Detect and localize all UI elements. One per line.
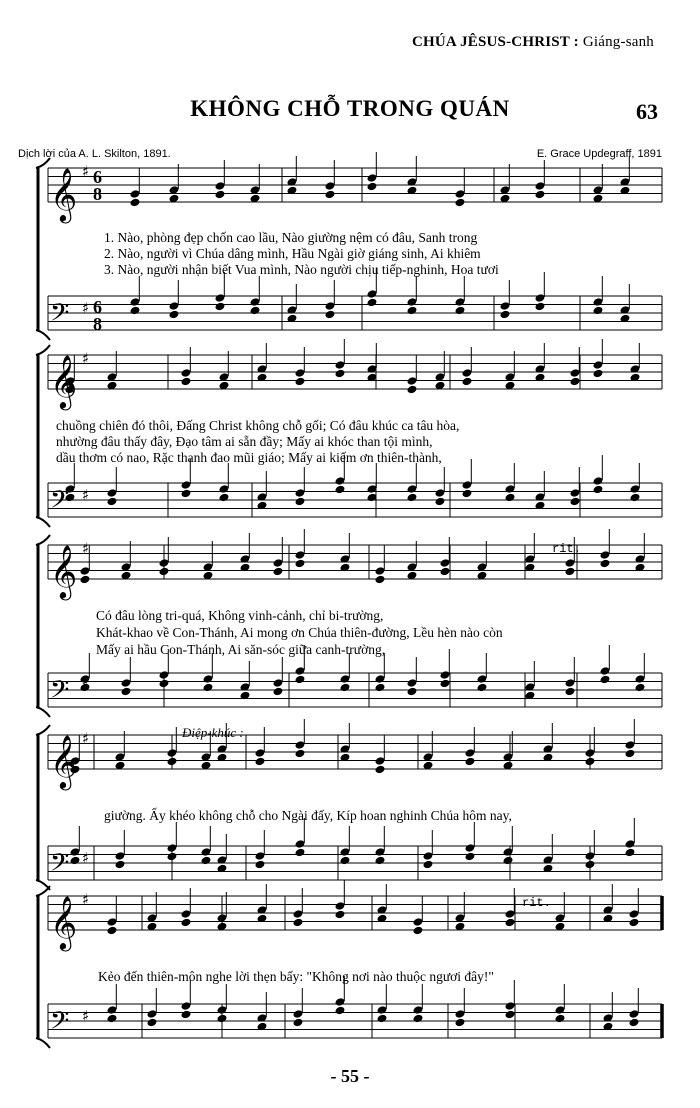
bass-clef-icon: 𝄢 xyxy=(50,675,70,711)
note-head xyxy=(585,757,596,767)
note-head xyxy=(593,369,604,379)
note-head xyxy=(413,1014,424,1024)
note-head xyxy=(295,848,306,858)
note-head xyxy=(335,1006,346,1016)
note-head xyxy=(407,687,418,697)
treble-clef-icon: 𝄞 xyxy=(50,734,78,788)
bass-clef-icon: 𝄢 xyxy=(50,1006,70,1042)
note-head xyxy=(335,485,346,495)
lyric-refrain-line-1: giường. Ấy khéo không chỗ cho Ngài đấy, Kíp hoan nghinh Chúa hôm nay, xyxy=(104,808,512,823)
note-head xyxy=(500,310,511,320)
note-head xyxy=(367,182,378,192)
note-head xyxy=(250,306,261,316)
note-head xyxy=(535,190,546,200)
note-head xyxy=(505,493,516,503)
note-head xyxy=(181,1010,192,1020)
lyric-verse-2-line-2: nhường đâu thấy đây, Đạo tâm ai sẵn đầy; Mấy ai khóc than tội mình, xyxy=(56,434,433,449)
note-head xyxy=(585,860,596,870)
note-head xyxy=(293,918,304,928)
note-head xyxy=(169,310,180,320)
note-head xyxy=(629,1018,640,1028)
note-head xyxy=(630,493,641,503)
note-head xyxy=(477,683,488,693)
note-head xyxy=(629,918,640,928)
treble-clef-icon: 𝄞 xyxy=(50,354,78,408)
note-head xyxy=(293,1018,304,1028)
note-head xyxy=(295,675,306,685)
note-head xyxy=(115,860,126,870)
note-head xyxy=(435,497,446,507)
note-head xyxy=(423,860,434,870)
note-head xyxy=(159,679,170,689)
ritardando-marking: rit. xyxy=(552,542,581,556)
note-head xyxy=(147,1018,158,1028)
note-head xyxy=(625,848,636,858)
note-head xyxy=(505,918,516,928)
note-head xyxy=(335,910,346,920)
bracket-hook xyxy=(36,535,50,545)
note-head xyxy=(635,683,646,693)
treble-clef-icon: 𝄞 xyxy=(50,544,78,598)
lyric-refrain-line-2: Kẻo đến thiên-môn nghe lời thẹn bấy: "Không nơi nào thuộc ngươi đây!" xyxy=(98,969,494,984)
note-head xyxy=(600,675,611,685)
sharp-icon: ♯ xyxy=(82,1006,90,1025)
sharp-icon: ♯ xyxy=(82,298,90,317)
sharp-icon: ♯ xyxy=(82,349,90,368)
note-head xyxy=(107,1014,118,1024)
sharp-icon: ♯ xyxy=(82,675,90,694)
sharp-icon: ♯ xyxy=(82,162,90,181)
time-signature-bottom: 8 xyxy=(93,314,102,334)
note-head xyxy=(325,190,336,200)
note-head xyxy=(217,1014,228,1024)
note-head xyxy=(535,302,546,312)
clefs xyxy=(50,162,89,1041)
sharp-icon: ♯ xyxy=(82,890,90,909)
note-head xyxy=(340,683,351,693)
note-head xyxy=(107,497,118,507)
note-head xyxy=(159,567,170,577)
note-head xyxy=(375,856,386,866)
ritardando-marking: rit. xyxy=(522,896,551,910)
note-head xyxy=(565,687,576,697)
bracket-hook xyxy=(36,725,50,735)
note-head xyxy=(167,852,178,862)
time-signature-top: 6 xyxy=(93,297,102,317)
bracket-hook xyxy=(36,345,50,355)
note-head xyxy=(181,377,192,387)
lyric-verse-1-line-3: Có đâu lòng tri-quá, Không vinh-cảnh, chỉ bi-trường, xyxy=(96,608,384,623)
bracket-hook xyxy=(36,517,50,527)
note-head xyxy=(505,1010,516,1020)
bracket-hook xyxy=(36,1038,50,1048)
note-head xyxy=(167,757,178,767)
bass-clef-icon: 𝄢 xyxy=(50,298,70,334)
note-head xyxy=(70,856,81,866)
note-head xyxy=(407,493,418,503)
hymn-number: 63 xyxy=(636,99,658,124)
note-head xyxy=(121,687,132,697)
note-head xyxy=(593,485,604,495)
header-section: Giáng-sanh xyxy=(582,34,654,50)
sharp-icon: ♯ xyxy=(82,485,90,504)
sharp-icon: ♯ xyxy=(82,848,90,867)
bracket-hook xyxy=(36,707,50,717)
note-head xyxy=(600,559,611,569)
note-head xyxy=(465,757,476,767)
note-head xyxy=(375,765,386,775)
note-head xyxy=(462,489,473,499)
staff-lines xyxy=(36,158,662,1048)
note-head xyxy=(255,860,266,870)
note-head xyxy=(465,852,476,862)
lyric-verse-3-line-1: 3. Nào, người nhận biết Vua mình, Nào người chịu tiếp-nghinh, Hoa tươi xyxy=(104,262,499,277)
note-head xyxy=(215,302,226,312)
sharp-icon: ♯ xyxy=(82,539,90,558)
note-head xyxy=(565,567,576,577)
note-head xyxy=(273,567,284,577)
note-head xyxy=(325,310,336,320)
note-head xyxy=(203,683,214,693)
note-head xyxy=(273,687,284,697)
note-head xyxy=(295,749,306,759)
bass-clef-icon: 𝄢 xyxy=(50,848,70,884)
bracket-hook xyxy=(36,158,50,168)
composer-credit: E. Grace Updegraff, 1891 xyxy=(536,148,662,160)
note-head xyxy=(201,856,212,866)
note-head xyxy=(340,856,351,866)
lyric-verse-1-line-2: chuồng chiên đó thôi, Đấng Christ không chỗ gối; Có đâu khúc ca tâu hòa, xyxy=(56,418,460,433)
time-signature-top: 6 xyxy=(93,167,102,187)
note-head xyxy=(413,926,424,936)
note-head xyxy=(593,306,604,316)
translator-credit: Dịch lời của A. L. Skilton, 1891. xyxy=(18,148,171,160)
note-head xyxy=(295,377,306,387)
note-head xyxy=(570,497,581,507)
note-head xyxy=(215,190,226,200)
note-head xyxy=(181,489,192,499)
treble-clef-icon: 𝄞 xyxy=(50,895,78,949)
note-head xyxy=(367,298,378,308)
note-heads xyxy=(65,152,646,1031)
bass-clef-icon: 𝄢 xyxy=(50,485,70,521)
note-head xyxy=(295,497,306,507)
bracket-hook xyxy=(36,886,50,896)
note-head xyxy=(107,926,118,936)
note-head xyxy=(455,198,466,208)
lyric-verse-3-line-3: Mấy ai hầu Con-Thánh, Ai săn-sóc giữa canh-trường, xyxy=(96,642,386,657)
note-head xyxy=(295,559,306,569)
note-head xyxy=(375,683,386,693)
note-head xyxy=(377,1014,388,1024)
note-head xyxy=(255,757,266,767)
refrain-label: Điệp-khúc : xyxy=(182,725,244,740)
note-head xyxy=(440,679,451,689)
bracket-hook xyxy=(36,330,50,340)
note-head xyxy=(407,306,418,316)
hymn-title: KHÔNG CHỖ TRONG QUÁN xyxy=(190,96,510,121)
note-head xyxy=(375,575,386,585)
note-head xyxy=(80,575,91,585)
note-head xyxy=(570,377,581,387)
header-collection-title: CHÚA JÊSUS-CHRIST : xyxy=(411,34,579,50)
treble-clef-icon: 𝄞 xyxy=(50,167,78,221)
note-head xyxy=(130,198,141,208)
note-head xyxy=(455,1018,466,1028)
note-head xyxy=(455,306,466,316)
time-signature-bottom: 8 xyxy=(93,184,102,204)
note-head xyxy=(407,385,418,395)
lyric-verse-3-line-2: dầu thơm có nao, Rặc thanh đao mũi giáo; Mấy ai kiếm ơn thiên-thành, xyxy=(56,450,442,465)
note-head xyxy=(440,567,451,577)
lyric-verse-1-line-1: 1. Nào, phòng đẹp chốn cao lầu, Nào giường nệm có đâu, Sanh trong xyxy=(104,230,478,245)
lyric-verse-2-line-3: Khát-khao về Con-Thánh, Ai mong ơn Chúa thiên-đường, Lều hèn nào còn xyxy=(96,625,503,640)
note-head xyxy=(335,369,346,379)
sharp-icon: ♯ xyxy=(82,729,90,748)
note-head xyxy=(219,493,230,503)
note-head xyxy=(130,306,141,316)
note-head xyxy=(555,1014,566,1024)
note-head xyxy=(625,749,636,759)
note-head xyxy=(181,918,192,928)
page-number: - 55 - xyxy=(330,1066,370,1086)
note-head xyxy=(503,856,514,866)
lyric-verse-2-line-1: 2. Nào, người vì Chúa dâng mình, Hầu Ngài giờ giáng sinh, Ai khiêm xyxy=(104,246,481,261)
note-head xyxy=(462,377,473,387)
